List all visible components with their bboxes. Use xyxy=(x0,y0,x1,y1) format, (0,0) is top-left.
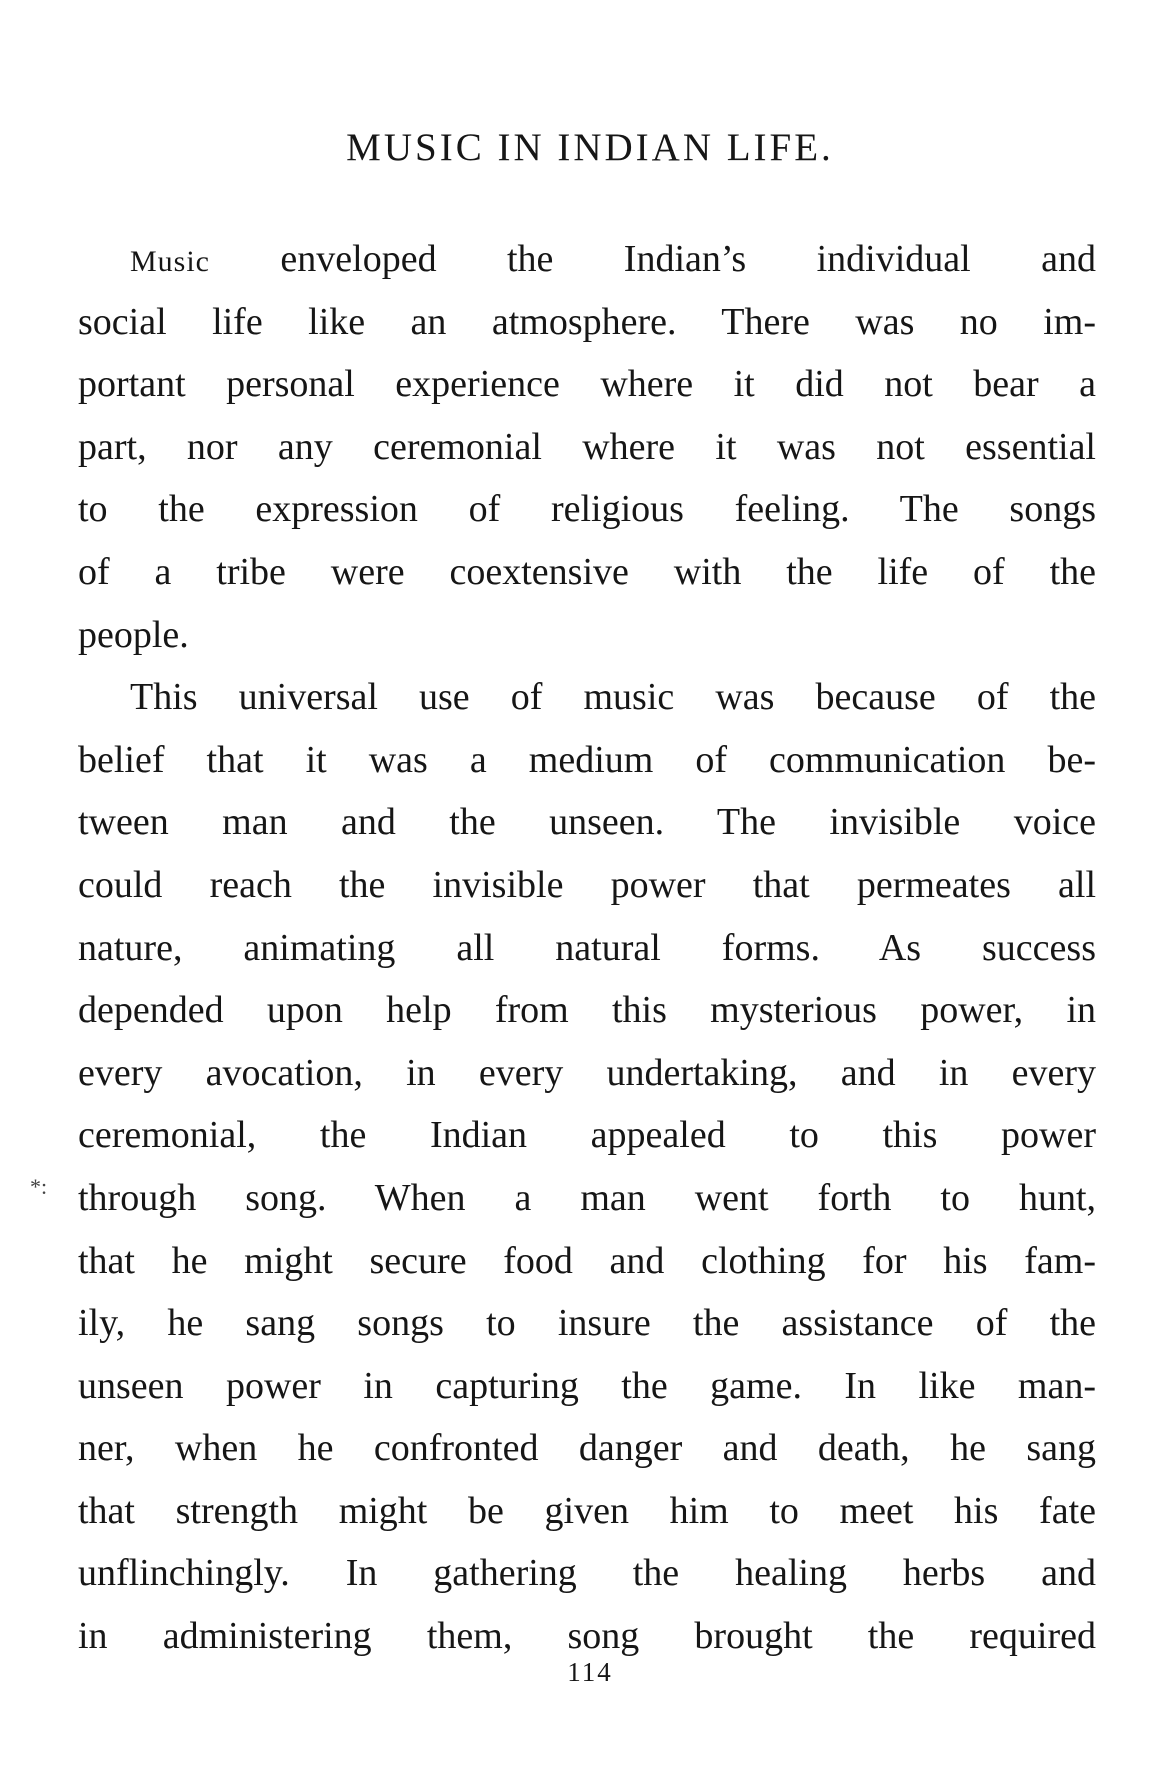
text-line: ceremonial, the Indian appealed to this power xyxy=(78,1114,1096,1157)
text-line: nature, animating all natural forms. As success xyxy=(78,926,1096,969)
text-line: belief that it was a medium of communication be- xyxy=(78,738,1096,781)
body-text xyxy=(78,228,1096,1668)
text-line: social life like an atmosphere. There was no im- xyxy=(78,300,1096,343)
text-line: Music enveloped the Indian’s individual and xyxy=(130,238,1096,280)
text-line: to the expression of religious feeling. The songs xyxy=(78,488,1096,531)
text-line: depended upon help from this mysterious power, in xyxy=(78,989,1096,1032)
text-line: people. xyxy=(78,613,189,656)
page-title: MUSIC IN INDIAN LIFE. xyxy=(346,126,834,169)
text-line: of a tribe were coextensive with the life of the xyxy=(78,550,1096,593)
text-line: part, nor any ceremonial where it was not essential xyxy=(78,425,1096,468)
page-number: 114 xyxy=(567,1657,613,1687)
text-line: in administering them, song brought the required xyxy=(78,1615,1096,1658)
margin-mark: *: xyxy=(30,1174,48,1199)
text-line: This universal use of music was because of the xyxy=(130,676,1096,719)
text-line: unflinchingly. In gathering the healing herbs and xyxy=(78,1552,1096,1595)
paragraph-1 xyxy=(78,228,1096,666)
text-line: ily, he sang songs to insure the assistance of the xyxy=(78,1302,1096,1345)
text-line: ner, when he confronted danger and death, he sang xyxy=(78,1427,1096,1470)
text-line: that he might secure food and clothing for his fam- xyxy=(78,1239,1096,1282)
text-line: portant personal experience where it did not bear a xyxy=(78,363,1096,406)
text-line: every avocation, in every undertaking, and in every xyxy=(78,1051,1096,1094)
text-line: that strength might be given him to meet his fate xyxy=(78,1489,1096,1532)
paragraph-2 xyxy=(78,666,1096,1668)
text-line: could reach the invisible power that permeates all xyxy=(78,863,1096,906)
small-caps-lead: Music xyxy=(130,245,210,278)
text-line: unseen power in capturing the game. In like man- xyxy=(78,1364,1096,1407)
text-line: tween man and the unseen. The invisible voice xyxy=(78,801,1096,844)
text-line: through song. When a man went forth to hunt, xyxy=(78,1176,1096,1219)
